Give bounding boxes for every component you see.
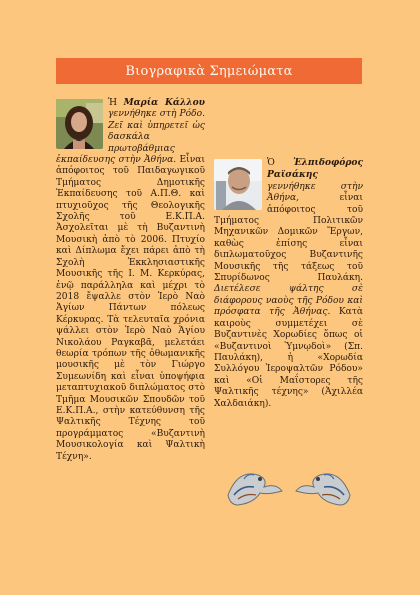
left-bio-column [56, 97, 205, 463]
left-bio-body: Εἶναι ἀπόφοιτος τοῦ Παιδαγωγικοῦ Τμήματος Δημοτικῆς Ἐκπαίδευσης τοῦ Α.Π.Θ. καὶ πτυχιοῦχος τῆς Θεολογικῆς Σχολῆς τοῦ Ε.Κ.Π.Α. Ἀσχολεῖται μὲ τὴ Βυζαντινὴ Μουσικὴ ἀπὸ τὸ 2006. Πτυχίο καὶ Δίπλωμα ἔχει πάρει ἀπὸ τὴ Σχολὴ Ἐκκλησιαστικῆς Μουσικῆς τῆς Ι. Μ. Κερκύρας, ἐνῷ παράλληλα καὶ μέχρι τὸ 2018 ἔψαλλε στὸν Ἱερὸ Ναὸ Ἁγίων Πάντων πόλεως Κέρκυρας. Τὰ τελευταῖα χρόνια ψάλλει στὸν Ἱερὸ Ναὸ Ἁγίου Νικολάου Ραγκαβᾶ, μελετάει θεωρία τρόπων τῆς ὀθωμανικῆς μουσικῆς μὲ τὸν Γιώργο Συμεωνίδη καὶ εἶναι ὑποψήφια μεταπτυχιακοῦ διπλώματος στὸ Τμῆμα Μουσικῶν Σπουδῶν τοῦ Ε.Κ.Π.Α., στὴν κατεύθυνση τῆς Ψαλτικῆς Τέχνης τοῦ προγράμματος «Βυζαντινὴ Μουσικολογία καὶ Ψαλτικὴ Τέχνη». [56, 155, 205, 462]
right-bio-lead: γεννήθηκε στὴν Ἀθήνα, [267, 181, 363, 204]
right-bio-intro: Ὁ [267, 158, 275, 168]
left-bio-intro: Ἡ [108, 98, 118, 108]
ornament-bird-right [292, 465, 354, 513]
portrait-photo-man [214, 159, 262, 210]
section-title: Βιογραφικὰ Σημειώματα [125, 63, 293, 79]
right-column-spacer [214, 97, 363, 157]
ornament-bird-left [224, 465, 286, 513]
right-bio-body-italic: Διετέλεσε ψάλτης σὲ διάφορους ναοὺς τῆς Ρόδου καὶ πρόσφατα τῆς Ἀθήνας. [214, 284, 363, 318]
right-bio-name: Ἐλπιδοφόρος Ραϊσάκης [267, 157, 363, 181]
left-bio-name: Μαρία Κάλλου [123, 97, 205, 108]
left-bio-lead: γεννήθηκε στὴ Ρόδο. Ζεῖ καὶ ὑπηρετεῖ ὡς δασκάλα πρωτοβάθμιας ἐκπαίδευσης στὴν Ἀθήνα. [56, 109, 205, 166]
section-banner [56, 58, 362, 84]
right-bio-body2: Κατὰ καιροὺς συμμετέχει σὲ Βυζαντινὲς Χορωδίες ὅπως οἱ «Βυζαντινοὶ Ὑμνῳδοὶ» (Σπ. Παυλάκη), ἡ «Χορωδία Συλλόγου Ἱεροψαλτῶν Ρόδου» καὶ «Οἱ Μαΐστορες τῆς Ψαλτικῆς τέχνης» (Ἀχιλλέα Χαλδαιάκη). [214, 307, 363, 409]
right-bio-body: εἶναι ἀπόφοιτος τοῦ Τμήματος Πολιτικῶν Μηχανικῶν Δομικῶν Ἔργων, καθὼς ἐπίσης εἶναι διπλωματοῦχος Βυζαντινῆς Μουσικῆς τῆς τάξεως τοῦ Σπυρίδωνος Παυλάκη. [214, 193, 363, 284]
right-bio-column [214, 97, 363, 410]
portrait-photo-woman [56, 99, 103, 149]
